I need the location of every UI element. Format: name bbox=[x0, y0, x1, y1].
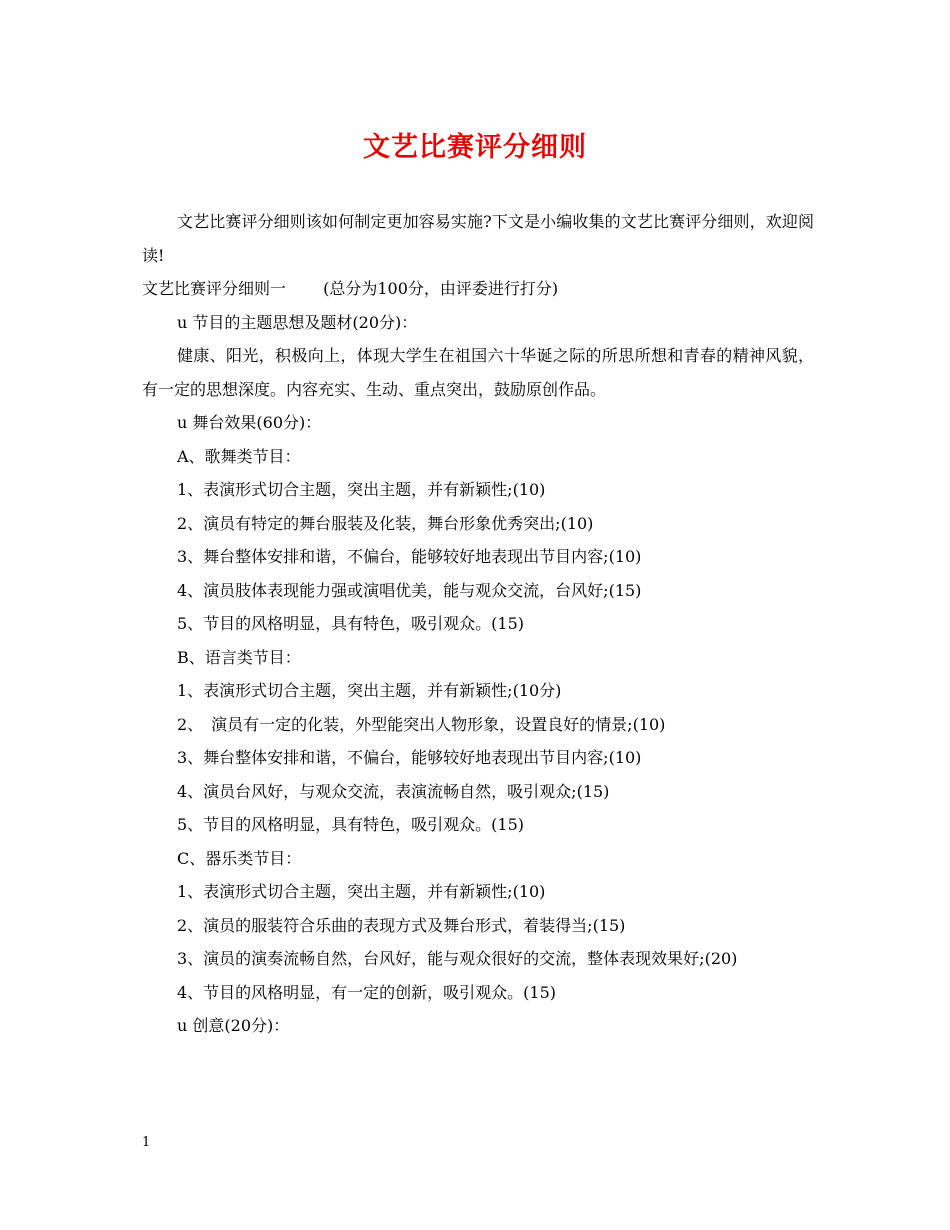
list-item: 2、演员有特定的舞台服装及化装，舞台形象优秀突出;(10) bbox=[177, 513, 594, 533]
list-item: 3、演员的演奏流畅自然，台风好，能与观众很好的交流，整体表现效果好;(20) bbox=[177, 949, 738, 968]
paragraph-stage-heading: u 舞台效果(60分)： bbox=[177, 413, 322, 432]
list-item: 2、 演员有一定的化装，外型能突出人物形象，设置良好的情景;(10) bbox=[177, 714, 666, 734]
paragraph-intro: 文艺比赛评分细则该如何制定更加容易实施?下文是小编收集的文艺比赛评分细则，欢迎阅读! bbox=[142, 212, 814, 265]
paragraph-c-heading: C、器乐类节目： bbox=[177, 848, 302, 868]
list-item: 3、舞台整体安排和谐，不偏台，能够较好地表现出节目内容;(10) bbox=[177, 748, 642, 767]
page-number: 1 bbox=[142, 1135, 151, 1150]
list-item: 5、节目的风格明显，具有特色，吸引观众。(15) bbox=[177, 815, 525, 834]
list-item: 5、节目的风格明显，具有特色，吸引观众。(15) bbox=[177, 614, 525, 633]
paragraph-b-heading: B、语言类节目： bbox=[177, 647, 301, 667]
paragraph-a-heading: A、歌舞类节目： bbox=[177, 446, 301, 466]
list-item: 1、表演形式切合主题，突出主题，并有新颖性;(10分) bbox=[177, 681, 562, 700]
paragraph-theme-body: 健康、阳光，积极向上，体现大学生在祖国六十华诞之际的所思所想和青春的精神风貌，有一定的思想深度。内容充实、生动、重点突出，鼓励原创作品。 bbox=[142, 346, 814, 399]
list-item: 3、舞台整体安排和谐，不偏台，能够较好地表现出节目内容;(10) bbox=[177, 547, 642, 566]
list-item: 2、演员的服装符合乐曲的表现方式及舞台形式，着装得当;(15) bbox=[177, 915, 626, 935]
list-item: 4、演员肢体表现能力强或演唱优美，能与观众交流，台风好;(15) bbox=[177, 580, 642, 600]
document-body bbox=[142, 205, 814, 1043]
paragraph-rule-one-heading: 文艺比赛评分细则一 (总分为100分，由评委进行打分) bbox=[142, 279, 559, 298]
list-item: 4、演员台风好，与观众交流，表演流畅自然，吸引观众;(15) bbox=[177, 781, 610, 801]
paragraph-creativity-heading: u 创意(20分)： bbox=[177, 1016, 290, 1035]
paragraph-theme-heading: u 节目的主题思想及题材(20分)： bbox=[177, 312, 418, 332]
document-title: 文艺比赛评分细则 bbox=[363, 132, 587, 163]
list-item: 1、表演形式切合主题，突出主题，并有新颖性;(10) bbox=[177, 882, 546, 901]
list-item: 4、节目的风格明显，有一定的创新，吸引观众。(15) bbox=[177, 982, 557, 1002]
list-item: 1、表演形式切合主题，突出主题，并有新颖性;(10) bbox=[177, 480, 546, 499]
